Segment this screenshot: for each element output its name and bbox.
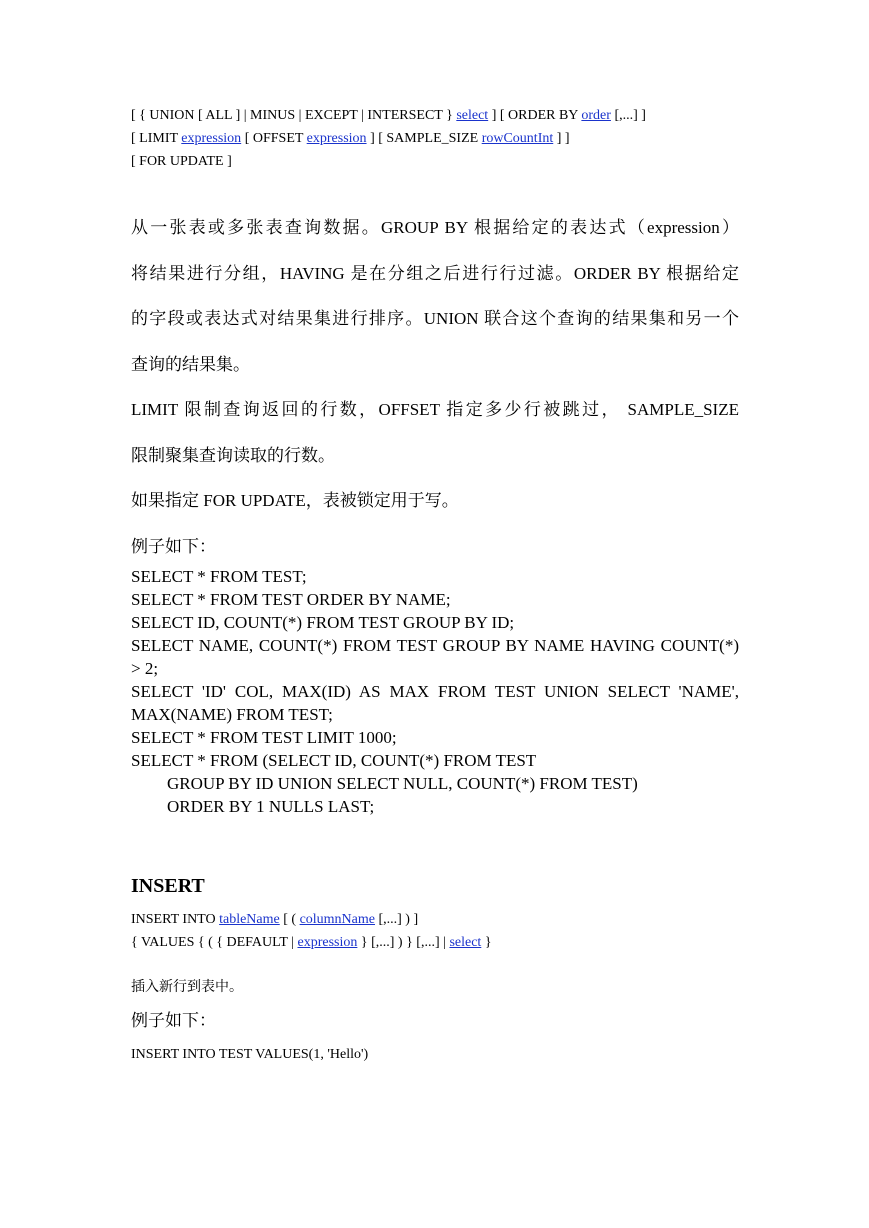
tablename-link[interactable]: tableName <box>219 912 280 927</box>
code-line: SELECT NAME, COUNT(*) FROM TEST GROUP BY NAME HAVING COUNT(*) > 2; <box>131 636 739 678</box>
select-example-label: 例子如下： <box>131 536 216 556</box>
select-description-para-1 <box>131 205 739 387</box>
insert-syntax <box>131 908 739 954</box>
insert-select-link[interactable]: select <box>449 935 482 950</box>
syntax-text: } <box>481 935 492 950</box>
code-line: SELECT * FROM (SELECT ID, COUNT(*) FROM TEST <box>131 751 537 770</box>
description-line: 从一张表或多张表查询数据。GROUP BY 根据给定的表达式（expression） <box>131 218 739 237</box>
syntax-text: [ { UNION [ ALL ] | MINUS | EXCEPT | INTERSECT } <box>131 108 457 123</box>
description-line: 的字段或表达式对结果集进行排序。UNION 联合这个查询的结果集和另一个 <box>131 309 739 328</box>
code-line: SELECT ID, COUNT(*) FROM TEST GROUP BY ID; <box>131 613 515 632</box>
select-syntax <box>131 104 739 173</box>
insert-heading: INSERT <box>131 875 205 897</box>
syntax-text: [ ( <box>279 912 300 927</box>
code-line-indented: ORDER BY 1 NULLS LAST; <box>167 797 375 816</box>
syntax-text: } [,...] ) } [,...] | <box>357 935 450 950</box>
insert-syntax-line-1 <box>131 908 739 931</box>
offset-expression-link[interactable]: expression <box>306 131 367 146</box>
syntax-text: { VALUES { ( { DEFAULT | <box>131 935 298 950</box>
syntax-text: [,...] ) ] <box>374 912 419 927</box>
insert-expression-link[interactable]: expression <box>297 935 358 950</box>
code-line-indented: GROUP BY ID UNION SELECT NULL, COUNT(*) FROM TEST) <box>167 774 638 793</box>
syntax-text: [,...] ] <box>610 108 646 123</box>
select-syntax-line-3: [ FOR UPDATE ] <box>131 154 232 169</box>
document-page <box>131 104 739 1066</box>
select-syntax-line-1 <box>131 104 739 127</box>
insert-syntax-line-2 <box>131 931 739 954</box>
code-line: SELECT * FROM TEST LIMIT 1000; <box>131 728 397 747</box>
insert-description: 插入新行到表中。 <box>131 980 243 995</box>
select-syntax-line-2 <box>131 127 739 150</box>
limit-expression-link[interactable]: expression <box>181 131 242 146</box>
description-line: LIMIT 限制查询返回的行数，OFFSET 指定多少行被跳过， SAMPLE_SIZE <box>131 400 739 419</box>
syntax-text: ] [ ORDER BY <box>488 108 582 123</box>
syntax-text: ] ] <box>553 131 570 146</box>
description-line: 限制聚集查询读取的行数。 <box>131 445 335 465</box>
insert-example-label: 例子如下： <box>131 1011 216 1030</box>
code-line: SELECT 'ID' COL, MAX(ID) AS MAX FROM TEST UNION SELECT 'NAME', MAX(NAME) FROM TEST; <box>131 682 739 724</box>
syntax-text: [ OFFSET <box>241 131 307 146</box>
code-line: SELECT * FROM TEST; <box>131 567 307 586</box>
select-examples <box>131 565 739 818</box>
select-description-para-2 <box>131 387 739 478</box>
columnname-link[interactable]: columnName <box>299 912 375 927</box>
select-link[interactable]: select <box>456 108 489 123</box>
description-line: 查询的结果集。 <box>131 354 250 374</box>
code-line: SELECT * FROM TEST ORDER BY NAME; <box>131 590 451 609</box>
select-description-para-3: 如果指定 FOR UPDATE，表被锁定用于写。 <box>131 491 459 510</box>
insert-example: INSERT INTO TEST VALUES(1, 'Hello') <box>131 1047 369 1062</box>
order-link[interactable]: order <box>581 108 611 123</box>
syntax-text: [ LIMIT <box>131 131 182 146</box>
syntax-text: ] [ SAMPLE_SIZE <box>366 131 482 146</box>
syntax-text: INSERT INTO <box>131 912 220 927</box>
rowcountint-link[interactable]: rowCountInt <box>481 131 554 146</box>
description-line: 将结果进行分组，HAVING 是在分组之后进行行过滤。ORDER BY 根据给定 <box>131 263 739 283</box>
